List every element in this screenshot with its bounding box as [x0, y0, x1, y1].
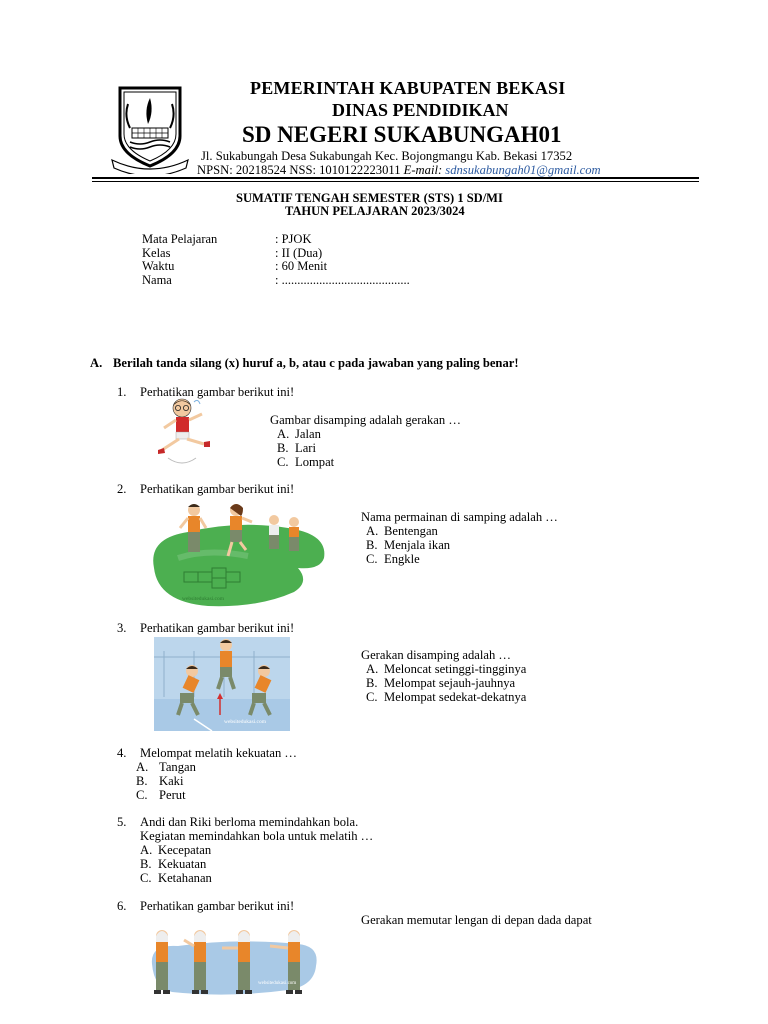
option-text: Melompat sedekat-dekatnya	[384, 690, 527, 704]
question-2	[117, 482, 294, 496]
engkle-game-illustration	[148, 498, 330, 610]
field-values	[275, 233, 410, 287]
option-text: Kecepatan	[158, 843, 212, 857]
option-a[interactable]	[366, 524, 450, 538]
option-letter: B.	[277, 441, 289, 455]
options-list	[366, 662, 526, 704]
question-prompt: Nama permainan di samping adalah …	[361, 510, 558, 524]
option-text: Jalan	[295, 427, 321, 441]
option-letter: A.	[140, 843, 153, 857]
option-text: Kekuatan	[158, 857, 207, 871]
school-name: SD NEGERI SUKABUNGAH01	[242, 122, 562, 147]
option-letter: B.	[136, 774, 148, 788]
field-value: : II (Dua)	[275, 245, 323, 260]
question-text: Perhatikan gambar berikut ini!	[140, 899, 295, 913]
school-logo	[110, 84, 190, 174]
option-text: Lari	[295, 441, 316, 455]
jumping-sequence-illustration	[154, 637, 290, 731]
question-text: Melompat melatih kekuatan …	[140, 746, 298, 760]
option-b[interactable]	[277, 441, 334, 455]
field-label: Nama	[142, 272, 172, 287]
option-b[interactable]	[366, 676, 526, 690]
option-text: Perut	[159, 788, 186, 802]
option-letter: A.	[277, 427, 290, 441]
option-letter: A.	[366, 524, 379, 538]
name-field[interactable]: : .........................................	[275, 272, 410, 287]
arm-rotation-illustration	[148, 924, 320, 1000]
question-4	[117, 746, 297, 760]
exam-year: TAHUN PELAJARAN 2023/3024	[285, 204, 465, 218]
section-instruction	[90, 356, 519, 371]
header-line-2: DINAS PENDIDIKAN	[332, 100, 509, 120]
question-text: Perhatikan gambar berikut ini!	[140, 482, 295, 496]
option-text: Kaki	[159, 774, 184, 788]
watermark: websitedukasi.com	[224, 719, 267, 725]
question-prompt: Gerakan disamping adalah …	[361, 648, 512, 662]
option-text: Menjala ikan	[384, 538, 451, 552]
option-letter: C.	[136, 788, 148, 802]
question-number: 2.	[117, 482, 127, 496]
header-divider-thin	[92, 181, 699, 182]
option-c[interactable]	[136, 788, 196, 802]
boy-jumping-illustration	[148, 398, 214, 468]
question-3	[117, 621, 294, 635]
field-labels	[142, 233, 217, 287]
option-b[interactable]	[140, 857, 212, 871]
question-number: 6.	[117, 899, 127, 913]
question-prompt: Gerakan memutar lengan di depan dada dapat	[361, 913, 592, 927]
npsn-nss: NPSN: 20218524 NSS: 1010122223011	[197, 163, 404, 177]
option-text: Bentengan	[384, 524, 438, 538]
field-label: Mata Pelajaran	[142, 232, 218, 246]
option-letter: C.	[140, 871, 152, 885]
option-letter: C.	[366, 690, 378, 704]
option-letter: B.	[366, 538, 378, 552]
question-text-2: Kegiatan memindahkan bola untuk melatih …	[140, 829, 374, 843]
question-prompt: Gambar disamping adalah gerakan …	[270, 413, 461, 427]
question-text: Andi dan Riki berloma memindahkan bola.	[140, 815, 359, 829]
option-c[interactable]	[366, 552, 450, 566]
option-letter: B.	[140, 857, 152, 871]
option-a[interactable]	[366, 662, 526, 676]
option-text: Tangan	[159, 760, 196, 774]
option-b[interactable]	[366, 538, 450, 552]
question-1	[117, 385, 294, 399]
question-text: Perhatikan gambar berikut ini!	[140, 621, 295, 635]
options-list	[136, 760, 196, 802]
question-number: 5.	[117, 815, 127, 829]
options-list	[366, 524, 450, 566]
option-letter: C.	[277, 455, 289, 469]
option-c[interactable]	[277, 455, 334, 469]
question-6	[117, 899, 294, 913]
school-address: Jl. Sukabungah Desa Sukabungah Kec. Bojongmangu Kab. Bekasi 17352	[201, 149, 573, 163]
option-text: Ketahanan	[158, 871, 212, 885]
watermark: websitedukasi.com	[182, 596, 225, 602]
header-divider	[92, 177, 699, 179]
question-number: 3.	[117, 621, 127, 635]
question-text: Perhatikan gambar berikut ini!	[140, 385, 295, 399]
option-c[interactable]	[366, 690, 526, 704]
option-text: Meloncat setinggi-tingginya	[384, 662, 527, 676]
question-5	[117, 815, 358, 829]
field-value: : 60 Menit	[275, 259, 328, 273]
header-line-1: PEMERINTAH KABUPATEN BEKASI	[250, 78, 566, 98]
option-text: Melompat sejauh-jauhnya	[384, 676, 516, 690]
option-letter: B.	[366, 676, 378, 690]
school-ids	[197, 163, 601, 178]
question-number: 4.	[117, 746, 127, 760]
section-label: A.	[90, 356, 103, 370]
option-text: Engkle	[384, 552, 420, 566]
email-link[interactable]: sdnsukabungah01@gmail.com	[445, 163, 601, 177]
field-value: : PJOK	[275, 232, 312, 246]
options-list	[140, 843, 212, 885]
section-text: Berilah tanda silang (x) huruf a, b, atau c pada jawaban yang paling benar!	[113, 356, 519, 370]
option-letter: C.	[366, 552, 378, 566]
option-c[interactable]	[140, 871, 212, 885]
option-b[interactable]	[136, 774, 196, 788]
option-letter: A.	[366, 662, 379, 676]
option-letter: A.	[136, 760, 149, 774]
option-a[interactable]	[277, 427, 334, 441]
question-number: 1.	[117, 385, 127, 399]
option-a[interactable]	[136, 760, 196, 774]
options-list	[277, 427, 334, 469]
watermark: websitedukasi.com	[258, 981, 297, 986]
field-label: Waktu	[142, 259, 175, 273]
option-text: Lompat	[295, 455, 335, 469]
option-a[interactable]	[140, 843, 212, 857]
email-label: E-mail:	[403, 163, 446, 177]
field-label: Kelas	[142, 245, 171, 260]
exam-title: SUMATIF TENGAH SEMESTER (STS) 1 SD/MI	[236, 191, 503, 205]
